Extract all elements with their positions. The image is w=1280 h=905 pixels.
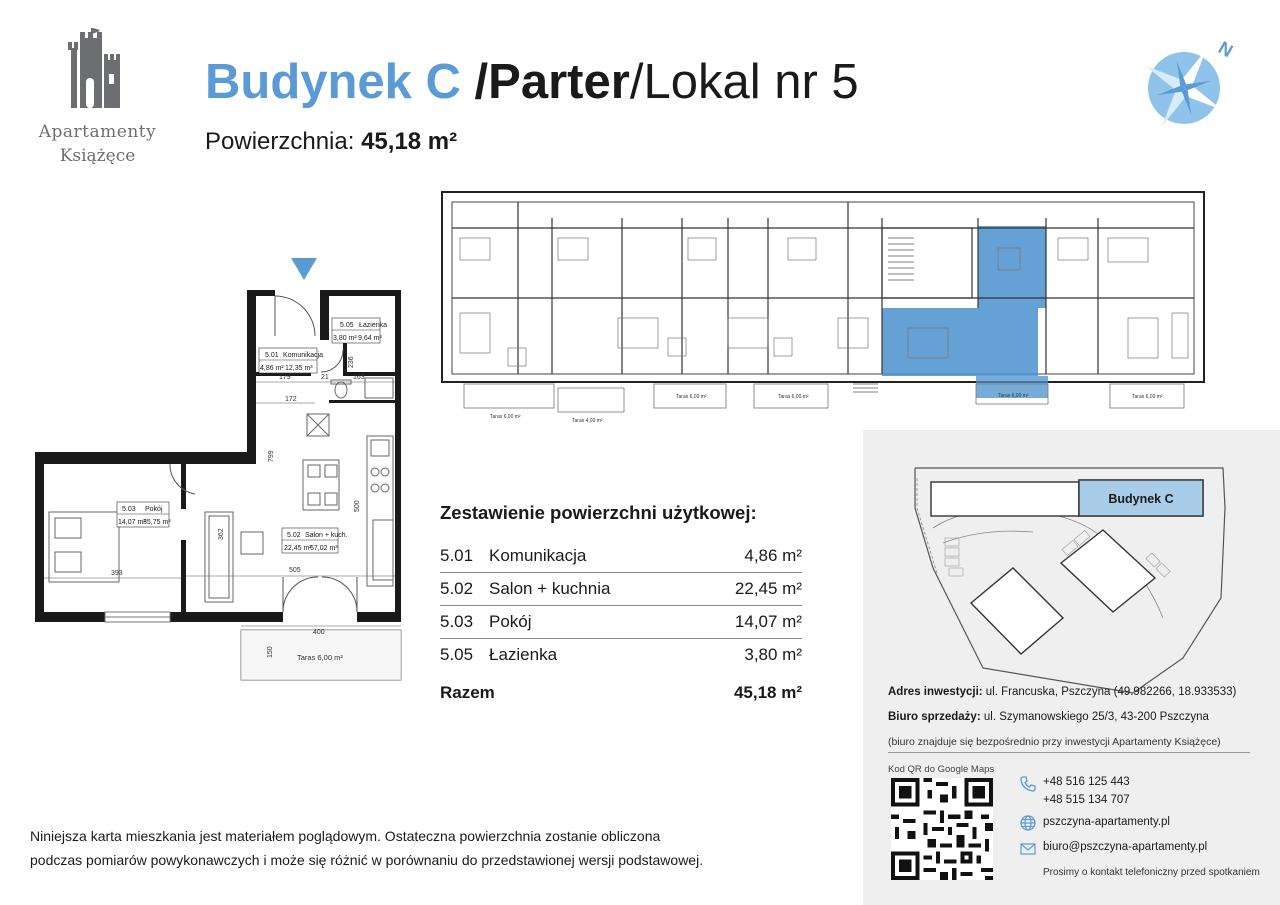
row-name: Łazienka [489, 645, 558, 664]
dim-505: 505 [289, 567, 301, 574]
dim-236: 236 [348, 356, 355, 368]
row-num: 5.03 [440, 612, 474, 631]
table-row [440, 573, 802, 606]
room-5-03-vol: 35,75 m³ [143, 519, 171, 526]
investment-address-label: Adres inwestycji: [888, 686, 983, 698]
building-terrace-4: Taras 6,00 m² [778, 394, 809, 400]
area-label: Powierzchnia: [205, 128, 362, 155]
unit-floor-plan [25, 250, 415, 690]
qr-label: Kod QR do Google Maps [888, 764, 995, 775]
row-name: Komunikacja [489, 546, 587, 565]
office-address: ul. Szymanowskiego 25/3, 43-200 Pszczyna [980, 711, 1209, 723]
room-5-01-vol: 12,35 m³ [285, 365, 313, 372]
area-summary [205, 128, 457, 156]
phone-2[interactable]: +48 515 134 707 [1043, 794, 1130, 806]
room-5-05-vol: 9,64 m³ [358, 335, 382, 342]
site-building-label: Budynek C [1108, 492, 1174, 506]
area-table [440, 502, 802, 703]
room-5-05-area: 3,80 m² [333, 335, 357, 342]
row-num: 5.01 [440, 546, 474, 565]
room-5-03-name: Pokój [145, 506, 163, 513]
office-note: (biuro znajduje się bezpośrednio przy inwestycji Apartamenty Książęce) [888, 736, 1221, 748]
address-block [888, 680, 1236, 755]
compass-icon [1140, 30, 1237, 130]
total-label: Razem [440, 683, 495, 702]
dim-500: 500 [354, 500, 361, 512]
castle-icon [30, 28, 165, 120]
total-row [440, 683, 802, 703]
title-sep1: / [460, 55, 489, 109]
terrace-label: Taras 6,00 m² [297, 653, 343, 662]
table-row [440, 606, 802, 639]
dim-799: 799 [268, 450, 275, 462]
mail-icon [1019, 840, 1037, 858]
logo [30, 28, 165, 173]
room-5-05-name: Łazienka [359, 322, 388, 329]
building-floor-plan [438, 188, 1213, 438]
brand-line1: Apartamenty [38, 122, 157, 142]
room-5-03-area: 14,07 m² [118, 519, 146, 526]
building-terrace-5: Taras 6,00 m² [998, 393, 1029, 399]
room-5-02-vol: 57,02 m³ [310, 545, 338, 552]
title-building: Budynek C [205, 55, 461, 109]
dim-21: 21 [321, 374, 329, 381]
building-terrace-1: Taras 6,00 m² [490, 414, 521, 420]
building-terrace-6: Taras 6,00 m² [1132, 394, 1163, 400]
title-floor: Parter [488, 55, 630, 109]
qr-code-icon[interactable] [891, 778, 993, 880]
row-num: 5.02 [440, 579, 474, 598]
total-value: 45,18 m² [733, 683, 802, 702]
row-area: 4,86 m² [744, 546, 802, 565]
title-unit: Lokal nr 5 [643, 55, 859, 109]
disclaimer-line2: podczas pomiarów powykonawczych i może się różnić w porównaniu do przedstawionej wersji podstawowej. [30, 852, 704, 868]
dim-150: 150 [267, 646, 274, 658]
room-5-01-name: Komunikacja [283, 352, 324, 359]
table-row [440, 639, 802, 671]
room-5-05-code: 5.05 [340, 322, 354, 329]
dim-362: 362 [218, 528, 225, 540]
row-name: Salon + kuchnia [489, 579, 611, 598]
row-area: 3,80 m² [744, 645, 802, 664]
table-row [440, 540, 802, 573]
brand-line2: Książęce [59, 146, 136, 166]
room-5-02-code: 5.02 [287, 532, 301, 539]
site-map [903, 448, 1243, 678]
row-area: 22,45 m² [734, 579, 802, 598]
room-5-03-code: 5.03 [122, 506, 136, 513]
dim-400: 400 [313, 629, 325, 636]
dim-163: 163 [353, 374, 365, 381]
room-5-02-name: Salon + kuch. [305, 532, 348, 539]
info-panel [863, 430, 1280, 905]
compass [1140, 30, 1237, 130]
building-terrace-3: Taras 6,00 m² [676, 394, 707, 400]
entrance-arrow-icon [291, 258, 317, 280]
email-link[interactable]: biuro@pszczyna-apartamenty.pl [1043, 841, 1208, 853]
divider [888, 752, 1250, 753]
compass-letter: N [1215, 37, 1237, 62]
dim-172: 172 [285, 396, 297, 403]
row-name: Pokój [489, 612, 532, 631]
disclaimer [30, 824, 703, 872]
dim-393: 393 [111, 570, 123, 577]
page-title [205, 52, 859, 112]
area-value: 45,18 m² [361, 128, 458, 155]
website-link[interactable]: pszczyna-apartamenty.pl [1043, 816, 1170, 828]
phone-icon [1019, 775, 1037, 793]
investment-address: ul. Francuska, Pszczyna (49.982266, 18.933533) [982, 686, 1237, 698]
office-address-label: Biuro sprzedaży: [888, 711, 981, 723]
room-5-01-code: 5.01 [265, 352, 279, 359]
dim-179: 179 [279, 374, 291, 381]
room-5-01-area: 4,86 m² [260, 365, 284, 372]
disclaimer-line1: Niniejsza karta mieszkania jest materiałem poglądowym. Ostateczna powierzchnia zostanie obliczona [30, 828, 661, 844]
room-5-02-area: 22,45 m² [284, 545, 312, 552]
area-table-heading: Zestawienie powierzchni użytkowej: [440, 502, 757, 523]
contact-note: Prosimy o kontakt telefoniczny przed spotkaniem [1043, 867, 1260, 878]
phone-1[interactable]: +48 516 125 443 [1043, 776, 1130, 788]
globe-icon [1019, 814, 1037, 832]
title-sep2: / [629, 55, 644, 109]
building-terrace-2: Taras 4,00 m² [572, 418, 603, 424]
row-num: 5.05 [440, 645, 474, 664]
row-area: 14,07 m² [734, 612, 802, 631]
